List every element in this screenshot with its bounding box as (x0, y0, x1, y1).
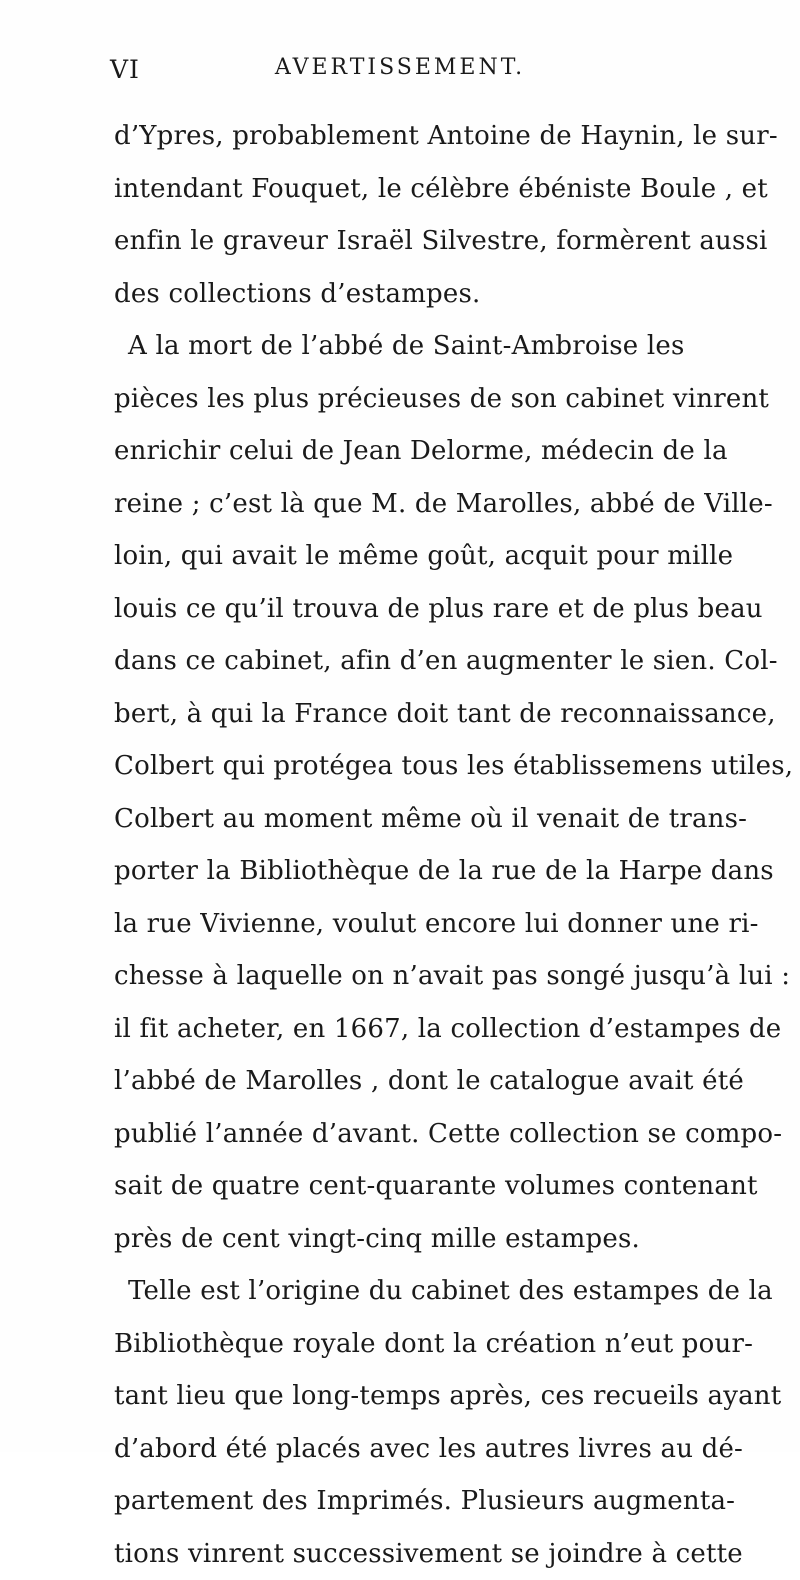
text-line: il fit acheter, en 1667, la collection d’estampes de (114, 1003, 680, 1056)
text-line: Colbert qui protégea tous les établissemens utiles, (114, 740, 680, 793)
text-line: chesse à laquelle on n’avait pas songé jusqu’à lui : (114, 950, 680, 1003)
text-line: enfin le graveur Israël Silvestre, formèrent aussi (114, 215, 680, 268)
text-line: Bibliothèque royale dont la création n’eut pour- (114, 1318, 680, 1371)
text-line: bert, à qui la France doit tant de reconnaissance, (114, 688, 680, 741)
text-line: des collections d’estampes. (114, 268, 680, 321)
text-line: A la mort de l’abbé de Saint-Ambroise les (114, 320, 680, 373)
text-line: d’Ypres, probablement Antoine de Haynin, le sur- (114, 110, 680, 163)
text-line: porter la Bibliothèque de la rue de la Harpe dans (114, 845, 680, 898)
text-line: louis ce qu’il trouva de plus rare et de plus beau (114, 583, 680, 636)
text-line: tions vinrent successivement se joindre à cette (114, 1528, 680, 1580)
text-line: reine ; c’est là que M. de Marolles, abbé de Ville- (114, 478, 680, 531)
body-text (114, 110, 680, 1580)
text-line: tant lieu que long-temps après, ces recueils ayant (114, 1370, 680, 1423)
text-line: l’abbé de Marolles , dont le catalogue avait été (114, 1055, 680, 1108)
text-line: Colbert au moment même où il venait de trans- (114, 793, 680, 846)
text-line: enrichir celui de Jean Delorme, médecin de la (114, 425, 680, 478)
running-title: AVERTISSEMENT. (110, 55, 690, 80)
text-line: loin, qui avait le même goût, acquit pour mille (114, 530, 680, 583)
text-line: Telle est l’origine du cabinet des estampes de la (114, 1265, 680, 1318)
text-line: dans ce cabinet, afin d’en augmenter le sien. Col- (114, 635, 680, 688)
text-line: intendant Fouquet, le célèbre ébéniste Boule , et (114, 163, 680, 216)
page-number: VI (110, 55, 140, 84)
text-line: près de cent vingt-cinq mille estampes. (114, 1213, 680, 1266)
text-line: sait de quatre cent-quarante volumes contenant (114, 1160, 680, 1213)
text-line: publié l’année d’avant. Cette collection se compo- (114, 1108, 680, 1161)
text-line: partement des Imprimés. Plusieurs augmenta- (114, 1475, 680, 1528)
text-line: la rue Vivienne, voulut encore lui donner une ri- (114, 898, 680, 951)
running-head (110, 55, 690, 95)
text-line: d’abord été placés avec les autres livres au dé- (114, 1423, 680, 1476)
text-line: pièces les plus précieuses de son cabinet vinrent (114, 373, 680, 426)
